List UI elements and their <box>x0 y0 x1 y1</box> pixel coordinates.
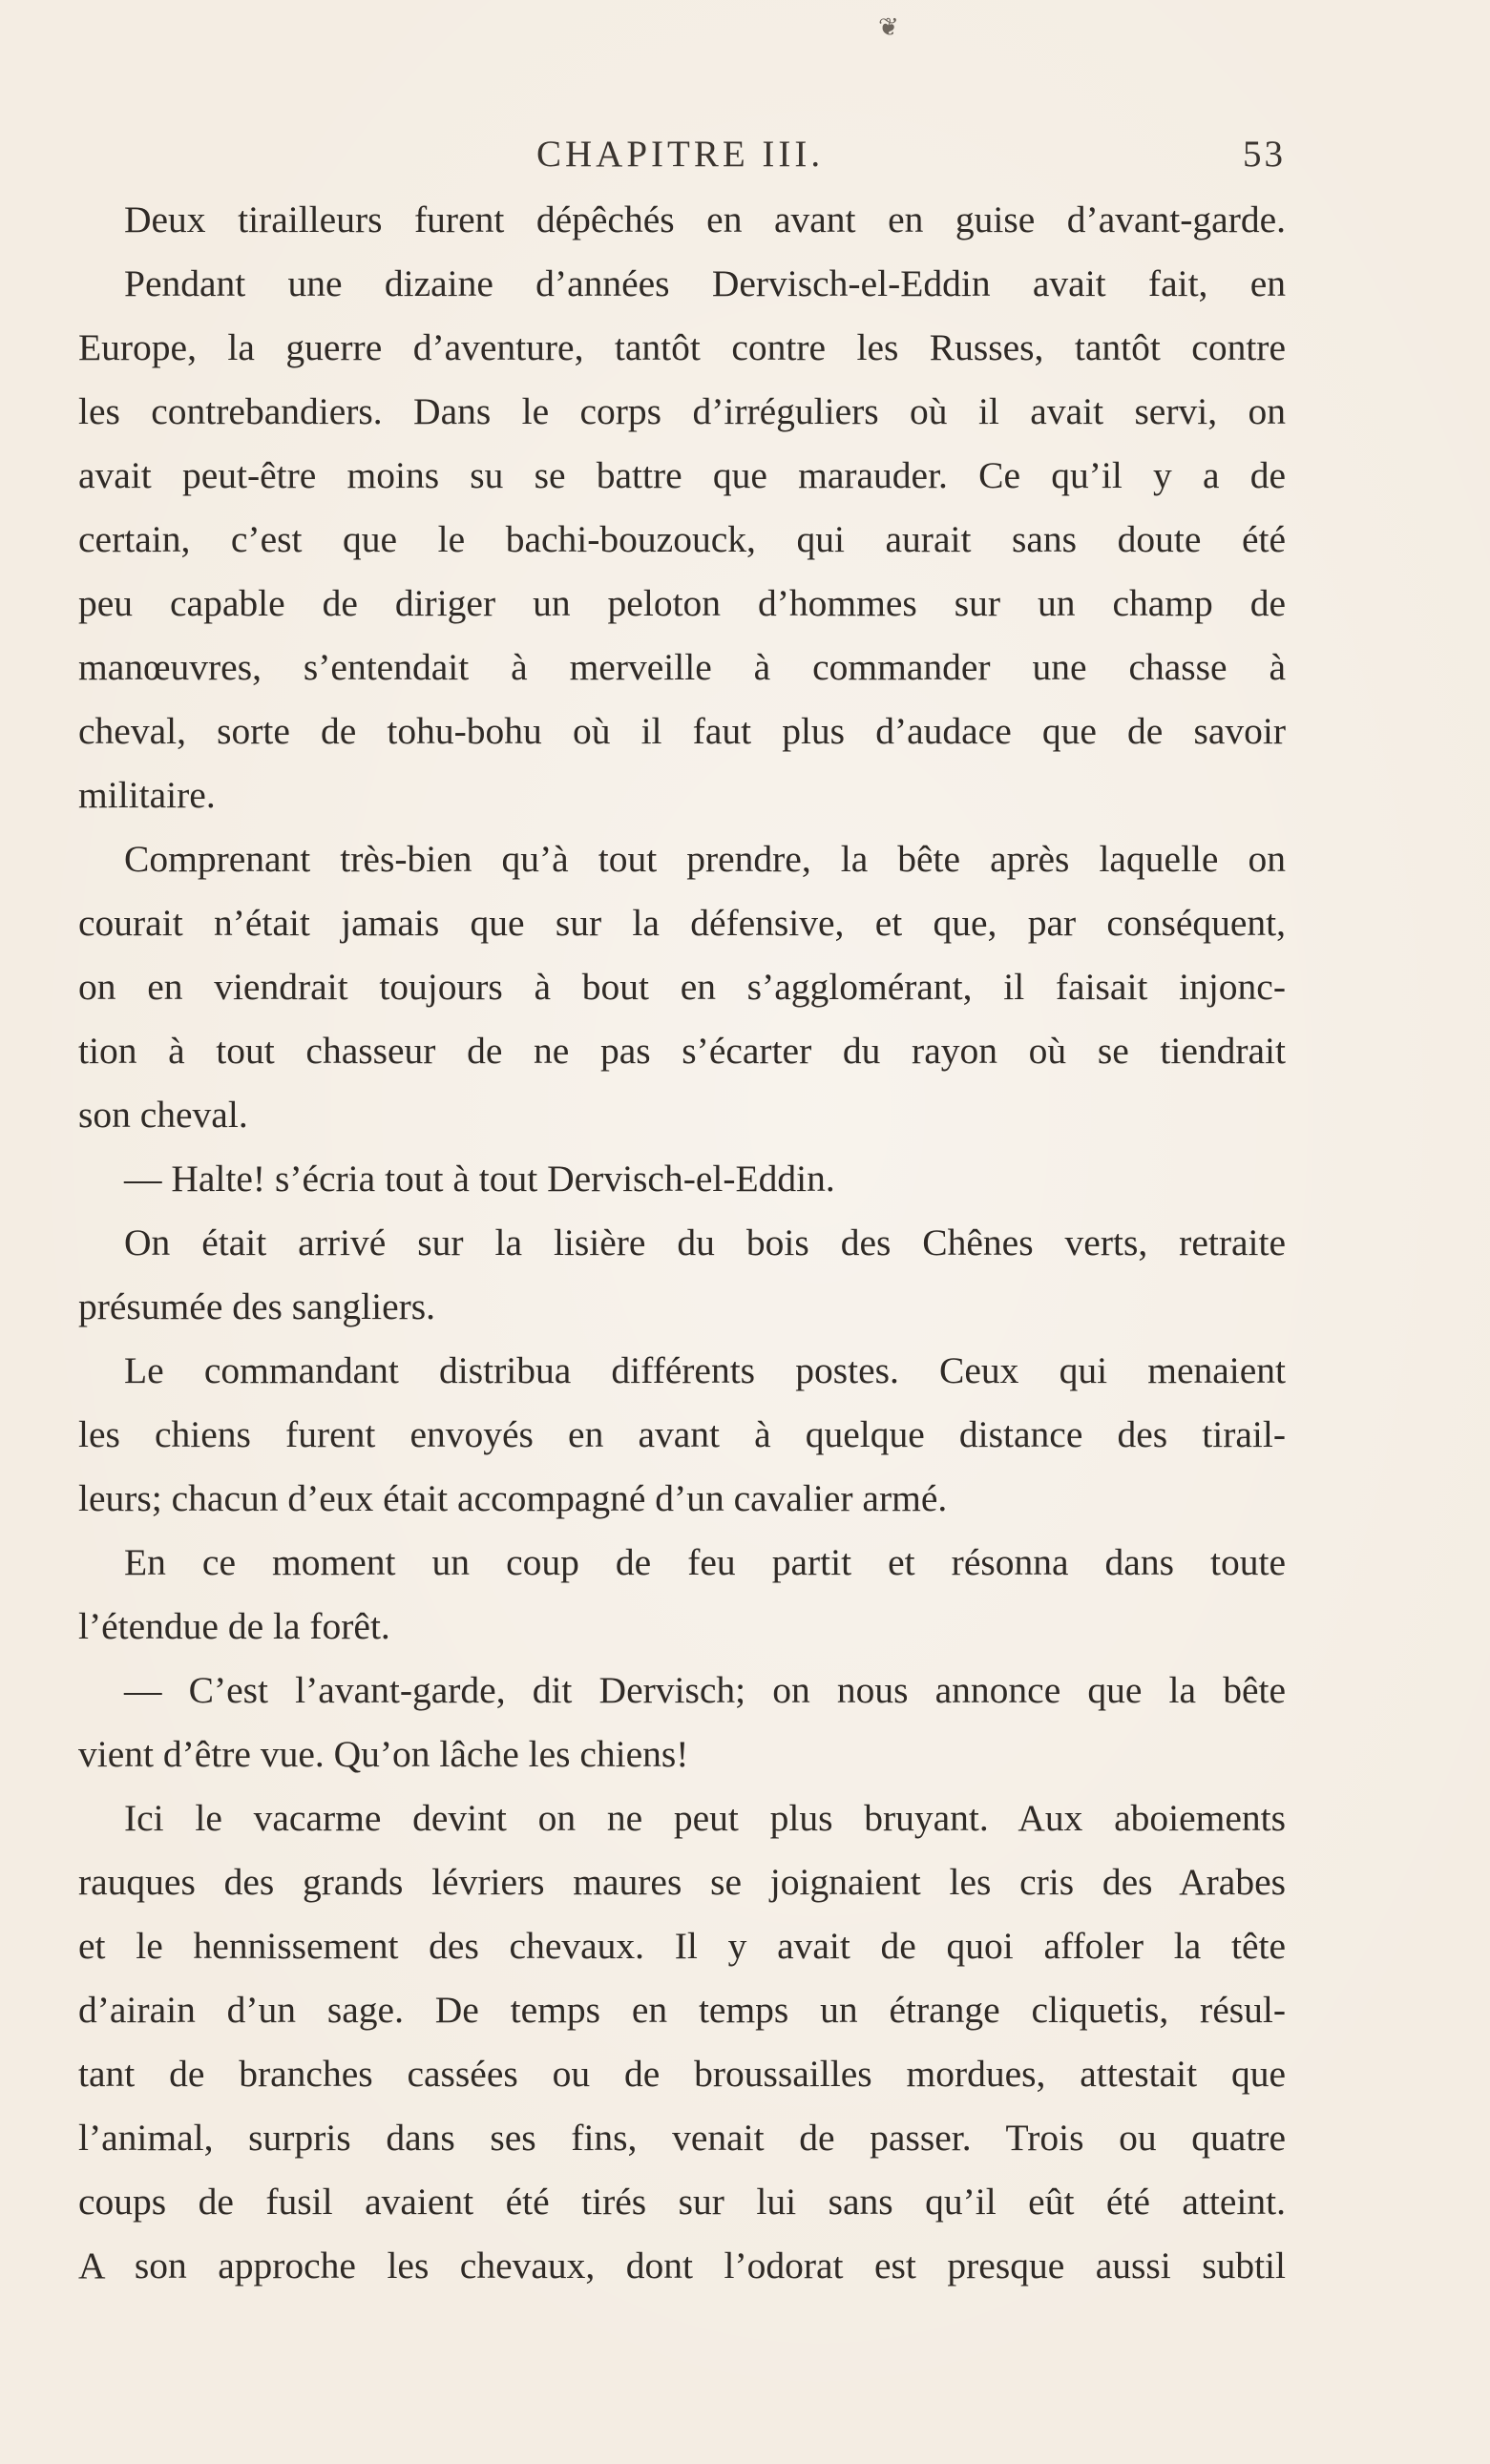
text-line: vient d’être vue. Qu’on lâche les chiens! <box>78 1733 689 1775</box>
ornament-mark: ❦ <box>878 13 899 41</box>
text-line: leurs; chacun d’eux était accompagné d’un cavalier armé. <box>78 1477 948 1519</box>
text-line: présumée des sangliers. <box>78 1285 436 1327</box>
text-line: Le commandant distribua différents postes. Ceux qui menaient <box>124 1349 1286 1391</box>
text-line: coups de fusil avaient été tirés sur lui sans qu’il eût été atteint. <box>78 2181 1286 2223</box>
text-line: les contrebandiers. Dans le corps d’irréguliers où il avait servi, on <box>78 390 1286 432</box>
text-line: — Halte! s’écria tout à tout Dervisch-el-Eddin. <box>124 1158 835 1200</box>
text-line: peu capable de diriger un peloton d’hommes sur un champ de <box>78 582 1286 624</box>
text-line: l’animal, surpris dans ses fins, venait de passer. Trois ou quatre <box>78 2117 1286 2159</box>
running-head <box>78 128 1286 181</box>
text-line: Comprenant très-bien qu’à tout prendre, la bête après laquelle on <box>124 838 1286 880</box>
text-line: on en viendrait toujours à bout en s’agglomérant, il faisait injonc- <box>78 966 1286 1008</box>
text-line: Pendant une dizaine d’années Dervisch-el-Eddin avait fait, en <box>124 262 1286 304</box>
text-line: tant de branches cassées ou de broussailles mordues, attestait que <box>78 2053 1286 2095</box>
text-line: En ce moment un coup de feu partit et résonna dans toute <box>124 1541 1286 1583</box>
text-line: A son approche les chevaux, dont l’odorat est presque aussi subtil <box>78 2245 1286 2287</box>
text-line: les chiens furent envoyés en avant à quelque distance des tirail- <box>78 1413 1286 1455</box>
text-line: l’étendue de la forêt. <box>78 1605 390 1647</box>
text-line: Ici le vacarme devint on ne peut plus bruyant. Aux aboiements <box>124 1797 1286 1839</box>
text-line: On était arrivé sur la lisière du bois des Chênes verts, retraite <box>124 1222 1286 1263</box>
text-line: et le hennissement des chevaux. Il y avait de quoi affoler la tête <box>78 1925 1286 1967</box>
chapter-title: CHAPITRE III. <box>536 134 825 175</box>
page-number: 53 <box>1243 134 1286 175</box>
text-line: rauques des grands lévriers maures se joignaient les cris des Arabes <box>78 1861 1286 1903</box>
text-line: Europe, la guerre d’aventure, tantôt contre les Russes, tantôt contre <box>78 326 1286 368</box>
text-line: militaire. <box>78 774 216 816</box>
text-line: courait n’était jamais que sur la défensive, et que, par conséquent, <box>78 902 1286 944</box>
text-line: — C’est l’avant-garde, dit Dervisch; on nous annonce que la bête <box>124 1669 1286 1711</box>
text-line: son cheval. <box>78 1094 248 1136</box>
text-line: d’airain d’un sage. De temps en temps un étrange cliquetis, résul- <box>78 1989 1286 2031</box>
body-text <box>78 188 1286 2298</box>
text-line: Deux tirailleurs furent dépêchés en avant en guise d’avant-garde. <box>124 198 1286 240</box>
text-line: certain, c’est que le bachi-bouzouck, qui aurait sans doute été <box>78 518 1286 560</box>
text-line: cheval, sorte de tohu-bohu où il faut plus d’audace que de savoir <box>78 710 1286 752</box>
text-line: tion à tout chasseur de ne pas s’écarter du rayon où se tiendrait <box>78 1030 1286 1072</box>
text-line: avait peut-être moins su se battre que marauder. Ce qu’il y a de <box>78 454 1286 496</box>
text-line: manœuvres, s’entendait à merveille à commander une chasse à <box>78 646 1286 688</box>
